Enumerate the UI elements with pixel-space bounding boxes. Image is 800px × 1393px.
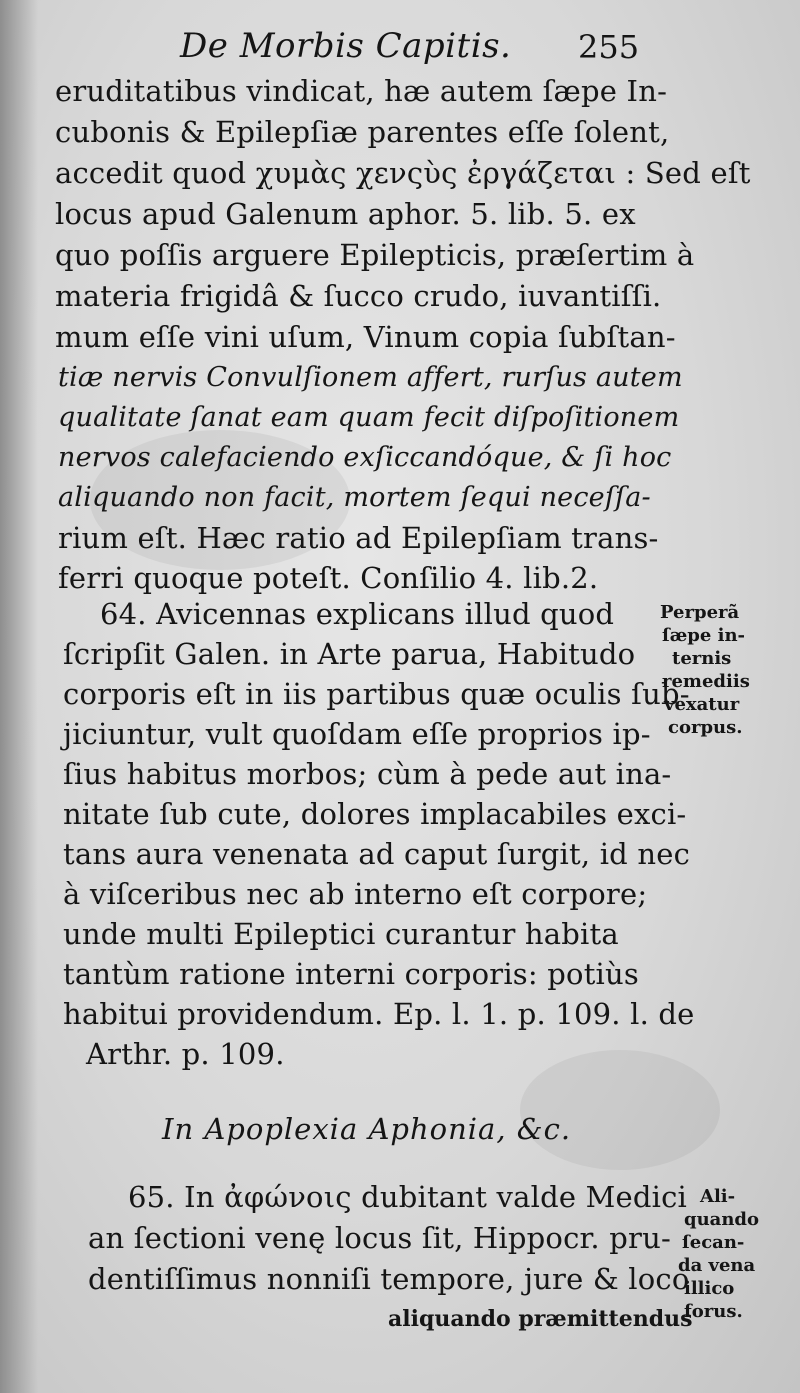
text-line: nitate ſub cute, dolores implacabiles exci- xyxy=(63,797,687,831)
text-line: accedit quod χυμὰς χενςὺς ἐργάζεται : Sed eſt xyxy=(55,156,751,190)
text-line: habitui providendum. Ep. l. 1. p. 109. l. de xyxy=(63,997,695,1031)
text-line: à viſceribus nec ab interno eſt corpore; xyxy=(63,877,648,911)
margin-note-line: ſæpe in- xyxy=(662,625,745,646)
text-line-italic: nervos calefaciendo exſiccandóque, & ſi hoc xyxy=(58,442,672,473)
catchword: aliquando præmittendus xyxy=(388,1306,693,1332)
paper-stain xyxy=(520,1050,720,1170)
text-line: tantùm ratione interni corporis: potiùs xyxy=(63,957,639,991)
text-line: 64. Avicennas explicans illud quod xyxy=(100,597,615,631)
margin-note-line: ſecan- xyxy=(682,1232,745,1253)
text-line: ferri quoque poteſt. Conſilio 4. lib.2. xyxy=(58,561,599,595)
section-heading: In Apoplexia Aphonia, &c. xyxy=(162,1112,572,1146)
text-line: mum eſſe vini uſum, Vinum copia ſubſtan- xyxy=(55,320,676,354)
text-line: quo poſſis arguere Epilepticis, præſertim à xyxy=(55,238,695,272)
text-line: materia frigidâ & ſucco crudo, iuvantiſſi. xyxy=(55,279,662,313)
text-line: Arthr. p. 109. xyxy=(86,1037,285,1071)
text-line: eruditatibus vindicat, hæ autem ſæpe In- xyxy=(55,74,668,108)
margin-note-line: Perperã xyxy=(660,602,740,623)
text-line: unde multi Epileptici curantur habita xyxy=(63,917,619,951)
margin-note-line: da vena xyxy=(678,1255,756,1276)
text-line: tans aura venenata ad caput ſurgit, id nec xyxy=(63,837,691,871)
text-line: an ſectioni venę locus ſit, Hippocr. pru- xyxy=(88,1221,671,1255)
text-line: ſius habitus morbos; cùm à pede aut ina- xyxy=(63,757,672,791)
page-number: 255 xyxy=(578,28,640,66)
text-line: rium eſt. Hæc ratio ad Epilepſiam trans- xyxy=(58,521,659,555)
running-title: De Morbis Capitis. xyxy=(180,26,512,66)
margin-note-line: vexatur xyxy=(664,694,740,715)
text-line-italic: tiæ nervis Convulſionem affert, rurſus autem xyxy=(58,362,683,393)
text-line-italic: aliquando non facit, mortem ſequi neceſſa- xyxy=(58,482,651,513)
text-line: dentiſſimus nonniſi tempore, jure & loco xyxy=(88,1262,690,1296)
margin-note-line: Ali- xyxy=(700,1186,736,1207)
text-line-italic: qualitate ſanat eam quam fecit diſpoſitionem xyxy=(58,402,680,433)
margin-note-line: corpus. xyxy=(668,717,743,738)
margin-note-line: illico xyxy=(684,1278,735,1299)
margin-note-line: quando xyxy=(684,1209,760,1230)
running-head xyxy=(0,26,800,76)
margin-note-line: ternis xyxy=(672,648,732,669)
text-line: 65. In ἀφώνοις dubitant valde Medici xyxy=(128,1180,688,1214)
text-line: corporis eſt in iis partibus quæ oculis ſub- xyxy=(63,677,690,711)
margin-note-line: remediis xyxy=(662,671,750,692)
gutter-shadow xyxy=(0,0,38,1393)
text-line: jiciuntur, vult quoſdam eſſe proprios ip- xyxy=(63,717,651,751)
text-line: ſcripſit Galen. in Arte parua, Habitudo xyxy=(63,637,636,671)
text-line: locus apud Galenum aphor. 5. lib. 5. ex xyxy=(55,197,636,231)
text-line: cubonis & Epilepſiæ parentes eſſe ſolent, xyxy=(55,115,670,149)
margin-note-line: forus. xyxy=(684,1301,743,1322)
